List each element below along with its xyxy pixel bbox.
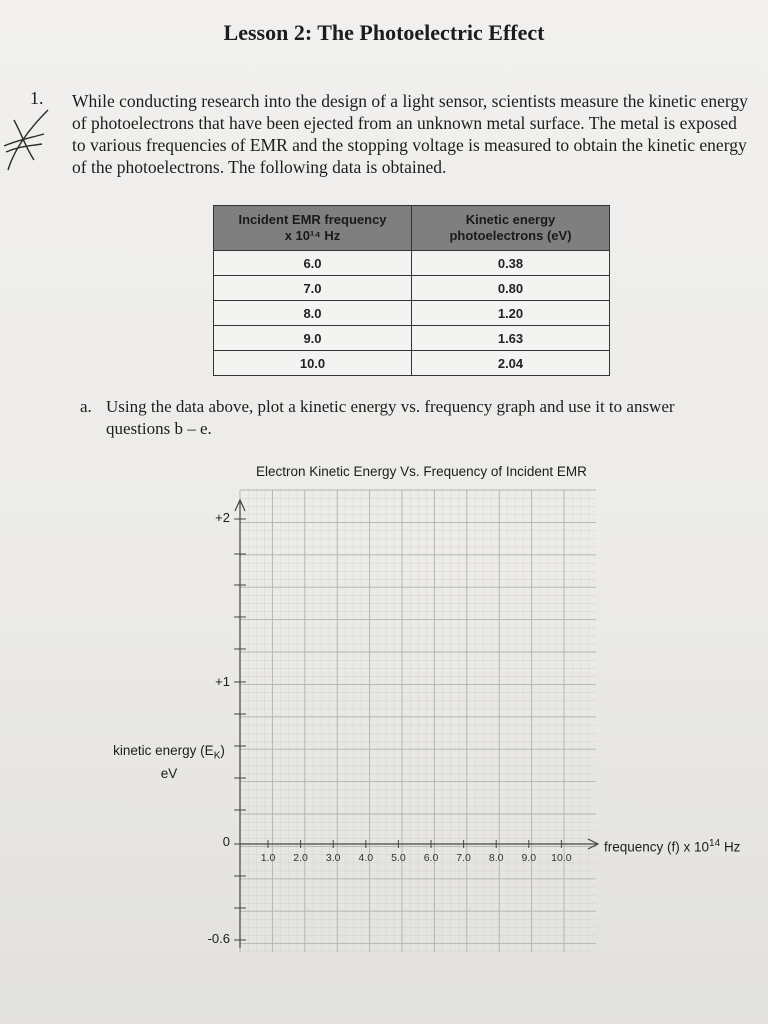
y-axis-label — [104, 742, 234, 782]
table-cell-frequency: 8.0 — [214, 301, 412, 326]
y-tick-label-zero: 0 — [222, 834, 230, 849]
table-cell-energy: 0.38 — [412, 251, 610, 276]
question-number: 1. — [30, 88, 44, 108]
graph-title: Electron Kinetic Energy Vs. Frequency of Incident EMR — [256, 464, 587, 479]
x-axis-label-exponent: 14 — [709, 838, 721, 849]
x-axis-label-text: frequency (f) x 10 — [604, 839, 710, 855]
table-cell-energy: 1.63 — [412, 326, 610, 351]
header-frequency-line2: x 10¹⁴ Hz — [284, 228, 341, 243]
part-a-line2: questions b – e. — [106, 419, 212, 438]
part-a-line1: Using the data above, plot a kinetic energy vs. frequency graph and use it to answer — [106, 397, 675, 416]
x-tick-label: 7.0 — [456, 852, 471, 864]
y-axis-label-text: kinetic energy (E — [113, 743, 214, 758]
x-tick-label: 6.0 — [423, 852, 439, 864]
graph-grid-area — [240, 490, 596, 952]
lesson-title: Lesson 2: The Photoelectric Effect — [223, 20, 545, 45]
x-tick-label: 5.0 — [391, 852, 406, 864]
x-tick-label: 4.0 — [358, 852, 374, 864]
table-cell-energy: 2.04 — [412, 351, 610, 376]
table-cell-frequency: 10.0 — [214, 351, 412, 376]
x-axis-unit: Hz — [723, 839, 741, 855]
header-energy-line1: Kinetic energy — [465, 212, 556, 227]
x-tick-label: 9.0 — [521, 852, 537, 864]
header-frequency-line1: Incident EMR frequency — [238, 212, 387, 227]
y-tick-label-plus2: +2 — [215, 510, 230, 525]
table-cell-energy: 1.20 — [412, 301, 610, 326]
y-tick-label-plus1: +1 — [215, 674, 230, 689]
y-axis-label-subscript: K — [213, 750, 221, 762]
header-energy-line2: photoelectrons (eV) — [449, 228, 572, 243]
x-tick-label: 2.0 — [293, 852, 308, 864]
table-cell-frequency: 6.0 — [214, 251, 412, 276]
x-axis-label — [604, 838, 740, 855]
part-a-letter: a. — [80, 397, 92, 416]
table-cell-frequency: 9.0 — [214, 326, 412, 351]
y-tick-label-minus0-6: -0.6 — [207, 931, 230, 946]
table-cell-energy: 0.80 — [412, 276, 610, 301]
y-axis-label-close: ) — [220, 743, 225, 758]
y-axis-unit: eV — [160, 765, 178, 781]
question-text: While conducting research into the design of a light sensor, scientists measure the kinetic energy of photoelectrons that have been ejected from an unknown metal surface. The metal is exposed to various frequencies of EMR and the stopping voltage is measured to obtain the kinetic energy of the photoelectrons. The following data is obtained. — [72, 91, 748, 177]
x-tick-label: 8.0 — [488, 852, 504, 864]
x-tick-label: 1.0 — [260, 852, 276, 864]
table-cell-frequency: 7.0 — [214, 276, 412, 301]
x-tick-label: 10.0 — [551, 852, 572, 864]
x-tick-label: 3.0 — [325, 852, 341, 864]
